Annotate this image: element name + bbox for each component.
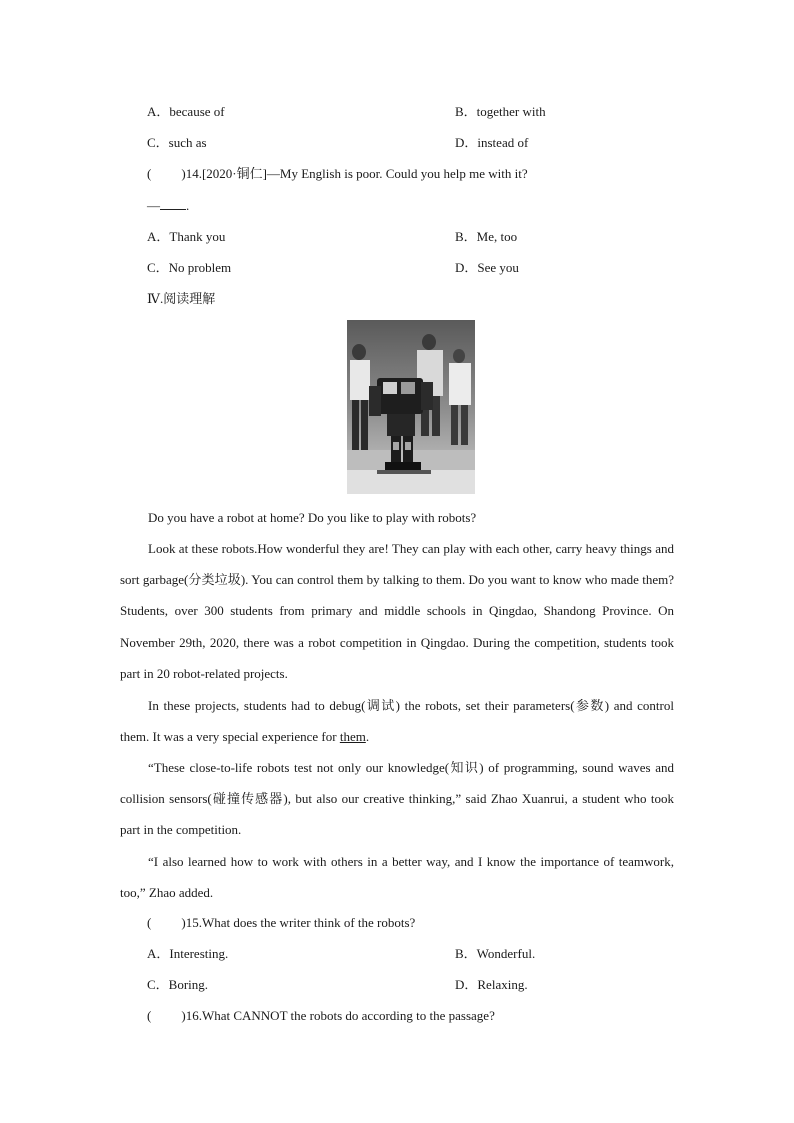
- paragraph-text: Do you have a robot at home? Do you like to play with robots?: [148, 510, 477, 525]
- option-letter: D．: [455, 135, 478, 150]
- option-text: Thank you: [169, 229, 226, 244]
- fill-blank[interactable]: [160, 197, 186, 210]
- option-text: Boring.: [168, 977, 209, 992]
- underlined-word: them: [339, 729, 366, 745]
- option-text: No problem: [168, 260, 232, 275]
- option-text: such as: [168, 135, 207, 150]
- option-a: [147, 103, 225, 121]
- question-stem: 15.What does the writer think of the robots?: [185, 915, 416, 930]
- option-letter: A．: [147, 946, 170, 961]
- question-stem: 14.[2020·铜仁]—My English is poor. Could you help me with it?: [185, 166, 528, 181]
- passage-paragraph-4: [120, 752, 674, 846]
- option-letter: D．: [455, 260, 478, 275]
- paragraph-text: In these projects, students had to debug(调试) the robots, set their parameters(参数) and control them. It was a very special experience for: [120, 698, 674, 745]
- passage-paragraph-2: [120, 533, 674, 689]
- option-b: [455, 228, 517, 246]
- period: .: [186, 198, 190, 213]
- option-text: Interesting.: [169, 946, 229, 961]
- answer-paren-open: (: [147, 915, 152, 930]
- question-14-answer-line: [147, 197, 189, 215]
- option-a: [147, 945, 228, 963]
- answer-paren-open: (: [147, 166, 152, 181]
- option-b: [455, 945, 535, 963]
- option-letter: B．: [455, 946, 477, 961]
- option-text: instead of: [477, 135, 529, 150]
- question-14: [147, 165, 528, 183]
- option-letter: A．: [147, 229, 170, 244]
- question-16: [147, 1007, 495, 1025]
- answer-paren-close: ): [181, 915, 186, 930]
- dash: —: [147, 198, 160, 213]
- paragraph-end: .: [365, 729, 370, 745]
- option-letter: C．: [147, 260, 169, 275]
- passage-paragraph-3: [120, 690, 674, 752]
- answer-paren-open: (: [147, 1008, 152, 1023]
- option-letter: B．: [455, 229, 477, 244]
- paragraph-text: “I also learned how to work with others in a better way, and I know the importance of teamwork, too,” Zhao added.: [120, 854, 674, 901]
- question-15: [147, 914, 415, 932]
- option-d: [455, 134, 528, 152]
- option-text: Me, too: [476, 229, 518, 244]
- answer-paren-close: ): [181, 1008, 186, 1023]
- question-stem: 16.What CANNOT the robots do according to the passage?: [185, 1008, 495, 1023]
- option-a: [147, 228, 225, 246]
- passage-paragraph-1: [120, 502, 674, 533]
- paragraph-text: Look at these robots.How wonderful they are! They can play with each other, carry heavy things and sort garbage(分类垃圾). You can control them by talking to them. Do you want to know who made them? Students, over 300 students from primary and middle schools in Qingdao, Shandong Province. On November 29th, 2020, there was a robot competition in Qingdao. During the competition, students took part in 20 robot-related projects.: [120, 541, 674, 681]
- option-letter: A．: [147, 104, 170, 119]
- answer-paren-close: ): [181, 166, 186, 181]
- passage-paragraph-5: [120, 846, 674, 908]
- option-c: [147, 134, 207, 152]
- option-b: [455, 103, 546, 121]
- option-c: [147, 259, 231, 277]
- option-letter: C．: [147, 135, 169, 150]
- option-c: [147, 976, 208, 994]
- option-text: Relaxing.: [477, 977, 528, 992]
- option-d: [455, 976, 528, 994]
- option-letter: B．: [455, 104, 477, 119]
- option-text: together with: [476, 104, 546, 119]
- option-text: See you: [477, 260, 519, 275]
- paragraph-text: “These close-to-life robots test not only our knowledge(知识) of programming, sound waves and collision sensors(碰撞传感器), but also our creative thinking,” said Zhao Xuanrui, a student who took part in the competition.: [120, 760, 674, 838]
- section-title: Ⅳ.阅读理解: [147, 291, 216, 306]
- option-text: because of: [169, 104, 225, 119]
- option-text: Wonderful.: [476, 946, 536, 961]
- option-letter: C．: [147, 977, 169, 992]
- option-letter: D．: [455, 977, 478, 992]
- robot-photo-drawing: [347, 320, 475, 494]
- option-d: [455, 259, 519, 277]
- robot-photo: [347, 320, 475, 494]
